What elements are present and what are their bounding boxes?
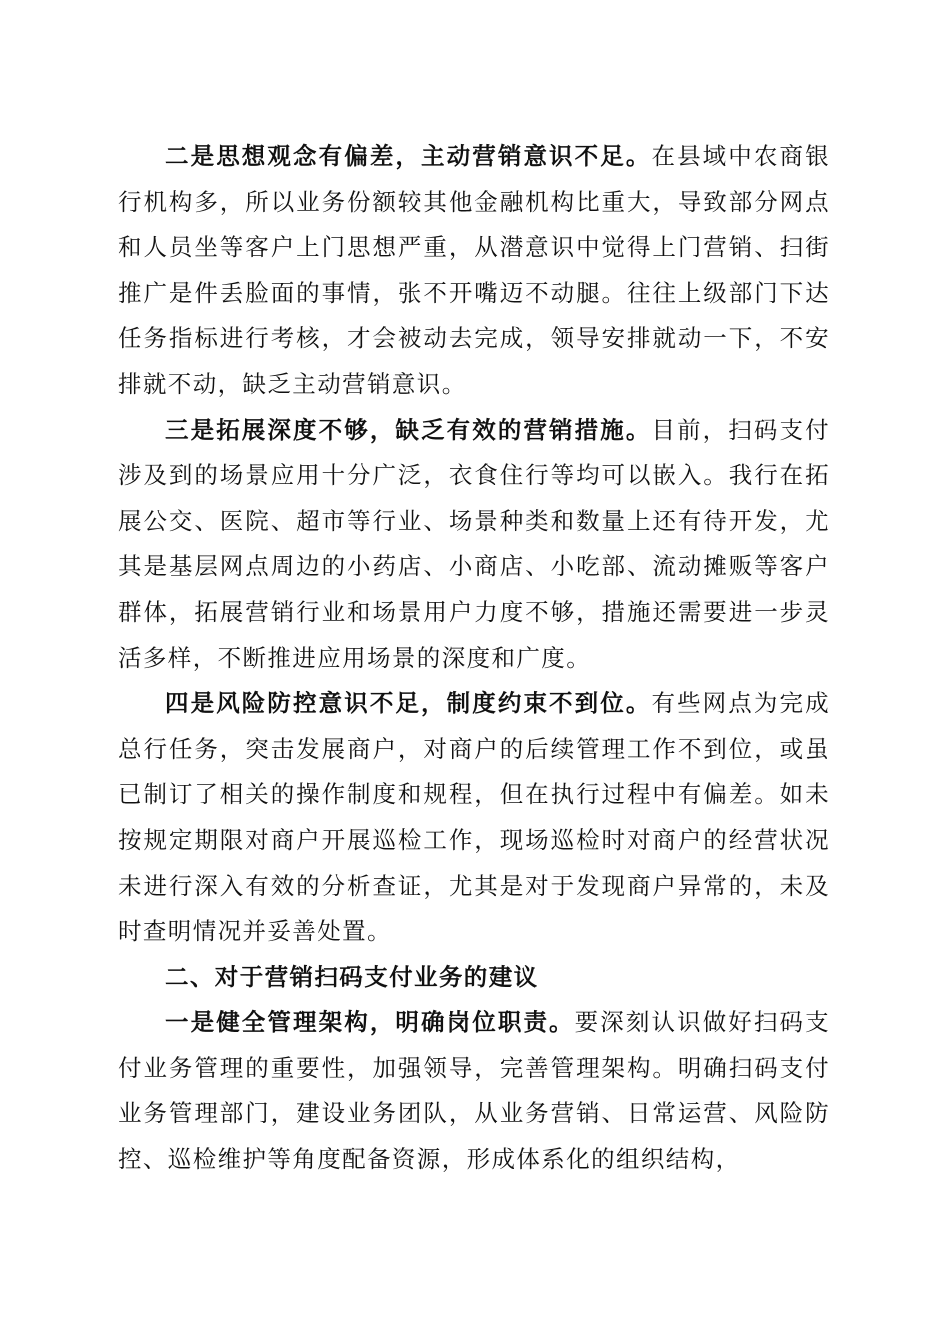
paragraph-body: 有些网点为完成总行任务，突击发展商户，对商户的后续管理工作不到位，或虽已制订了相关的操作制度和规程，但在执行过程中有偏差。如未按规定期限对商户开展巡检工作，现场巡检时对商户的经营状况未进行深入有效的分析查证，尤其是对于发现商户异常的，未及时查明情况并妥善处置。 <box>118 689 830 946</box>
paragraph-lead: 一是健全管理架构，明确岗位职责。 <box>165 1008 575 1037</box>
section-heading: 二、对于营销扫码支付业务的建议 <box>165 962 539 991</box>
paragraph-body: 在县域中农商银行机构多，所以业务份额较其他金融机构比重大，导致部分网点和人员坐等客户上门思想严重，从潜意识中觉得上门营销、扫街推广是件丢脸面的事情，张不开嘴迈不动腿。往往上级部门下达任务指标进行考核，才会被动去完成，领导安排就动一下，不安排就不动，缺乏主动营销意识。 <box>118 142 830 398</box>
paragraph-body: 要深刻认识做好扫码支付业务管理的重要性，加强领导，完善管理架构。明确扫码支付业务管理部门，建设业务团队，从业务营销、日常运营、风险防控、巡检维护等角度配备资源，形成体系化的组织结构， <box>118 1008 831 1174</box>
paragraph-lead: 三是拓展深度不够，缺乏有效的营销措施。 <box>165 415 652 444</box>
paragraph-risk-control <box>118 681 830 955</box>
paragraph-body: 目前，扫码支付涉及到的场景应用十分广泛，衣食住行等均可以嵌入。我行在拓展公交、医院、超市等行业、场景种类和数量上还有待开发，尤其是基层网点周边的小药店、小商店、小吃部、流动摊贩等客户群体，拓展营销行业和场景用户力度不够，措施还需要进一步灵活多样，不断推进应用场景的深度和广度。 <box>118 415 830 672</box>
paragraph-lead: 四是风险防控意识不足，制度约束不到位。 <box>165 689 652 718</box>
paragraph-thinking-bias <box>118 134 830 408</box>
paragraph-management-structure <box>118 1000 830 1182</box>
paragraph-lead: 二是思想观念有偏差，主动营销意识不足。 <box>165 142 652 170</box>
document-page <box>118 134 830 1183</box>
paragraph-expansion-depth <box>118 408 830 682</box>
